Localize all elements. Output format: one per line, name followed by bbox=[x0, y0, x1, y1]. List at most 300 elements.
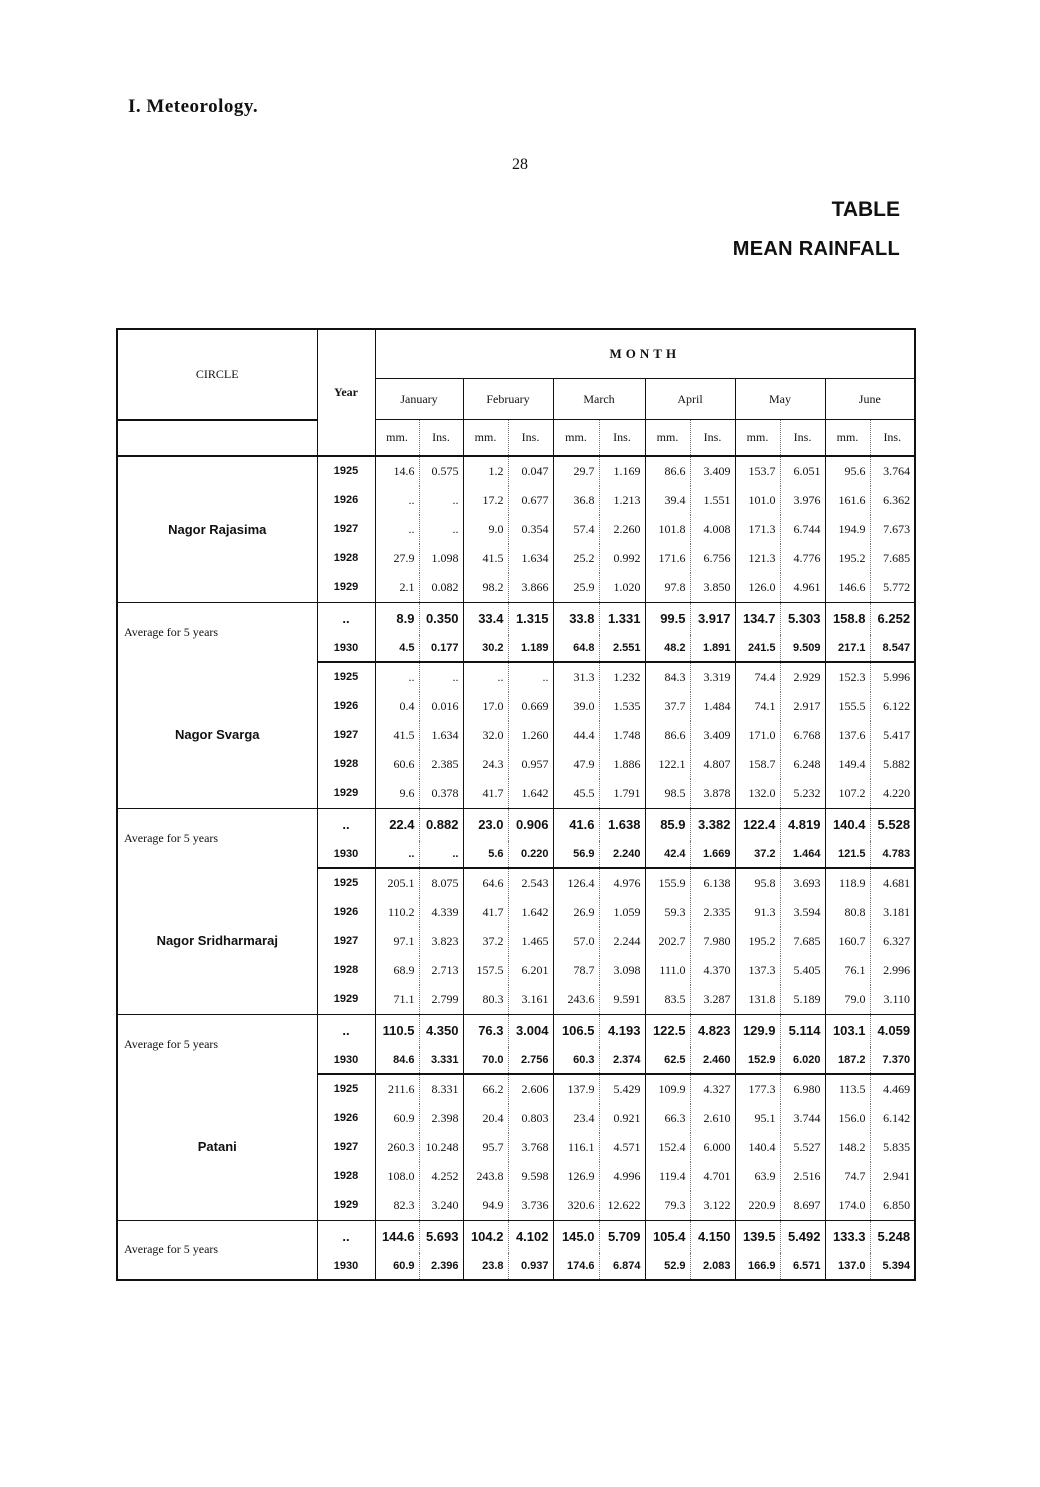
average-value: 6.252 bbox=[870, 602, 915, 635]
value-cell: 153.7 bbox=[735, 456, 780, 486]
value-cell: 71.1 bbox=[375, 985, 419, 1015]
value-cell: 126.0 bbox=[735, 573, 780, 603]
value-cell: 74.7 bbox=[825, 1162, 870, 1191]
value-cell: 101.0 bbox=[735, 486, 780, 515]
section-heading: I. Meteorology. bbox=[128, 96, 259, 117]
value-cell: 76.1 bbox=[825, 956, 870, 985]
year-cell: 1927 bbox=[317, 1133, 375, 1162]
average-value: 4.150 bbox=[690, 1220, 735, 1253]
average-label: Average for 5 years bbox=[117, 602, 317, 662]
value-cell: 23.4 bbox=[553, 1104, 599, 1133]
value-cell: 158.7 bbox=[735, 750, 780, 779]
current-value: 52.9 bbox=[645, 1253, 690, 1280]
value-cell: 7.685 bbox=[780, 927, 825, 956]
current-value: 60.9 bbox=[375, 1253, 419, 1280]
value-cell: 110.2 bbox=[375, 898, 419, 927]
current-value: 241.5 bbox=[735, 635, 780, 662]
value-cell: 1.535 bbox=[599, 692, 645, 721]
average-value: 5.114 bbox=[780, 1014, 825, 1047]
average-row bbox=[117, 1014, 915, 1047]
average-value: 122.4 bbox=[735, 808, 780, 841]
current-value: 56.9 bbox=[553, 841, 599, 868]
current-value: 187.2 bbox=[825, 1047, 870, 1074]
current-value: 2.374 bbox=[599, 1047, 645, 1074]
rainfall-table bbox=[116, 328, 916, 1281]
current-value: 1.669 bbox=[690, 841, 735, 868]
value-cell: 79.3 bbox=[645, 1191, 690, 1221]
current-value: 217.1 bbox=[825, 635, 870, 662]
average-value: 76.3 bbox=[463, 1014, 508, 1047]
average-value: 4.193 bbox=[599, 1014, 645, 1047]
value-cell: 2.799 bbox=[419, 985, 463, 1015]
value-cell: 0.669 bbox=[508, 692, 553, 721]
circle-header: CIRCLE bbox=[117, 329, 317, 420]
value-cell: 4.008 bbox=[690, 515, 735, 544]
average-value: 122.5 bbox=[645, 1014, 690, 1047]
average-value: 105.4 bbox=[645, 1220, 690, 1253]
value-cell: 220.9 bbox=[735, 1191, 780, 1221]
value-cell: 26.9 bbox=[553, 898, 599, 927]
value-cell: 2.1 bbox=[375, 573, 419, 603]
average-value: 0.350 bbox=[419, 602, 463, 635]
value-cell: 6.850 bbox=[883, 1197, 911, 1212]
value-cell: 6.768 bbox=[780, 721, 825, 750]
value-cell: 205.1 bbox=[375, 868, 419, 898]
average-value: 1.638 bbox=[599, 808, 645, 841]
average-value: 3.917 bbox=[690, 602, 735, 635]
current-value: 4.783 bbox=[870, 841, 915, 868]
value-cell: 243.8 bbox=[463, 1162, 508, 1191]
year-header: Year bbox=[317, 329, 375, 456]
average-value: 5.248 bbox=[870, 1220, 915, 1253]
current-value: 0.220 bbox=[508, 841, 553, 868]
value-cell: 95.8 bbox=[735, 868, 780, 898]
average-value: 110.5 bbox=[375, 1014, 419, 1047]
average-value: 4.819 bbox=[780, 808, 825, 841]
value-cell: 91.3 bbox=[735, 898, 780, 927]
value-cell: 1.642 bbox=[508, 898, 553, 927]
value-cell: 5.527 bbox=[780, 1133, 825, 1162]
value-cell: 155.9 bbox=[645, 868, 690, 898]
value-cell: 25.9 bbox=[553, 573, 599, 603]
value-cell: 4.961 bbox=[780, 573, 825, 603]
value-cell: 2.516 bbox=[780, 1162, 825, 1191]
value-cell: 6.051 bbox=[780, 456, 825, 486]
table-row bbox=[117, 1074, 915, 1104]
value-cell: 4.701 bbox=[690, 1162, 735, 1191]
value-cell: 0.992 bbox=[599, 544, 645, 573]
value-cell: 37.2 bbox=[463, 927, 508, 956]
value-cell: 194.9 bbox=[825, 515, 870, 544]
value-cell: 3.098 bbox=[599, 956, 645, 985]
average-value: 0.906 bbox=[508, 808, 553, 841]
unit-mm: mm. bbox=[463, 420, 508, 456]
unit-ins: Ins. bbox=[508, 420, 553, 456]
value-cell: 3.409 bbox=[690, 456, 735, 486]
value-cell: 74.1 bbox=[735, 692, 780, 721]
average-value: 103.1 bbox=[825, 1014, 870, 1047]
value-cell: 1.484 bbox=[690, 692, 735, 721]
value-cell: 7.685 bbox=[883, 550, 911, 565]
value-cell: 137.6 bbox=[825, 721, 870, 750]
value-cell: 66.2 bbox=[463, 1074, 508, 1104]
value-cell: 29.7 bbox=[553, 456, 599, 486]
current-value: 1.189 bbox=[508, 635, 553, 662]
value-cell: 41.7 bbox=[463, 779, 508, 809]
value-cell: 3.181 bbox=[883, 904, 911, 919]
value-cell: 0.803 bbox=[508, 1104, 553, 1133]
value-cell: 2.260 bbox=[599, 515, 645, 544]
value-cell: 2.996 bbox=[883, 962, 911, 977]
page-number: 28 bbox=[512, 156, 528, 173]
value-cell: 1.213 bbox=[599, 486, 645, 515]
value-cell: 131.8 bbox=[735, 985, 780, 1015]
current-value: 6.020 bbox=[780, 1047, 825, 1074]
current-value: 2.396 bbox=[419, 1253, 463, 1280]
value-cell: 6.744 bbox=[780, 515, 825, 544]
value-cell: 36.8 bbox=[553, 486, 599, 515]
value-cell: 68.9 bbox=[375, 956, 419, 985]
value-cell: 44.4 bbox=[553, 721, 599, 750]
current-value: 6.571 bbox=[780, 1253, 825, 1280]
value-cell: 320.6 bbox=[553, 1191, 599, 1221]
value-cell: 95.7 bbox=[463, 1133, 508, 1162]
value-cell: 4.976 bbox=[599, 868, 645, 898]
year-cell: 1928 bbox=[317, 544, 375, 573]
current-value: 137.0 bbox=[825, 1253, 870, 1280]
value-cell: 5.772 bbox=[883, 579, 911, 594]
value-cell: 146.6 bbox=[825, 573, 870, 603]
year-cell: 1929 bbox=[317, 1191, 375, 1221]
value-cell: 63.9 bbox=[735, 1162, 780, 1191]
value-cell: 45.5 bbox=[553, 779, 599, 809]
value-cell: 4.996 bbox=[599, 1162, 645, 1191]
value-cell: 1.634 bbox=[419, 721, 463, 750]
value-cell: 31.3 bbox=[553, 662, 599, 692]
average-value: 33.4 bbox=[463, 602, 508, 635]
value-cell: 107.2 bbox=[825, 779, 870, 809]
average-value: 99.5 bbox=[645, 602, 690, 635]
value-cell: 41.7 bbox=[463, 898, 508, 927]
value-cell: 140.4 bbox=[735, 1133, 780, 1162]
year-cell: 1928 bbox=[317, 750, 375, 779]
value-cell: 3.764 bbox=[883, 463, 911, 478]
value-cell: 116.1 bbox=[553, 1133, 599, 1162]
circle-header-spacer bbox=[117, 420, 317, 456]
value-cell: 3.768 bbox=[508, 1133, 553, 1162]
current-value: 166.9 bbox=[735, 1253, 780, 1280]
value-cell: 83.5 bbox=[645, 985, 690, 1015]
value-cell: 161.6 bbox=[825, 486, 870, 515]
average-value: 4.102 bbox=[508, 1220, 553, 1253]
month-name: June bbox=[825, 379, 915, 420]
current-value: 2.083 bbox=[690, 1253, 735, 1280]
value-cell: 6.248 bbox=[780, 750, 825, 779]
value-cell: 8.331 bbox=[419, 1074, 463, 1104]
year-cell: 1927 bbox=[317, 721, 375, 750]
value-cell: 119.4 bbox=[645, 1162, 690, 1191]
value-cell: 98.2 bbox=[463, 573, 508, 603]
average-label: Average for 5 years bbox=[117, 808, 317, 868]
unit-ins: Ins. bbox=[690, 420, 735, 456]
value-cell: 3.693 bbox=[780, 868, 825, 898]
value-cell: .. bbox=[375, 515, 419, 544]
value-cell: 6.000 bbox=[690, 1133, 735, 1162]
table-row bbox=[117, 662, 915, 692]
value-cell: 1.886 bbox=[599, 750, 645, 779]
value-cell: 39.4 bbox=[645, 486, 690, 515]
year-cell: 1929 bbox=[317, 985, 375, 1015]
value-cell: 6.756 bbox=[690, 544, 735, 573]
value-cell: 57.4 bbox=[553, 515, 599, 544]
current-value: 0.177 bbox=[419, 635, 463, 662]
value-cell: 10.248 bbox=[419, 1133, 463, 1162]
value-cell: .. bbox=[419, 486, 463, 515]
average-value: 145.0 bbox=[553, 1220, 599, 1253]
year-cell: 1927 bbox=[317, 515, 375, 544]
value-cell: 4.681 bbox=[883, 875, 911, 890]
year-cell: 1928 bbox=[317, 1162, 375, 1191]
month-name: March bbox=[553, 379, 645, 420]
value-cell: 3.736 bbox=[508, 1191, 553, 1221]
value-cell: 4.807 bbox=[690, 750, 735, 779]
average-value: 3.382 bbox=[690, 808, 735, 841]
average-value: 158.8 bbox=[825, 602, 870, 635]
value-cell: 5.232 bbox=[780, 779, 825, 809]
value-cell: 6.122 bbox=[883, 698, 911, 713]
average-year: .. bbox=[317, 1014, 375, 1047]
value-cell: 3.850 bbox=[690, 573, 735, 603]
value-cell: 4.220 bbox=[883, 785, 911, 800]
value-cell: 121.3 bbox=[735, 544, 780, 573]
month-name: February bbox=[463, 379, 553, 420]
value-cell: 2.244 bbox=[599, 927, 645, 956]
unit-mm: mm. bbox=[375, 420, 419, 456]
value-cell: 84.3 bbox=[645, 662, 690, 692]
value-cell: 1.169 bbox=[599, 456, 645, 486]
value-cell: 1.260 bbox=[508, 721, 553, 750]
unit-ins: Ins. bbox=[419, 420, 463, 456]
value-cell: 177.3 bbox=[735, 1074, 780, 1104]
value-cell: 39.0 bbox=[553, 692, 599, 721]
year-cell: 1926 bbox=[317, 898, 375, 927]
value-cell: 0.4 bbox=[375, 692, 419, 721]
value-cell: 97.8 bbox=[645, 573, 690, 603]
current-value: 4.5 bbox=[375, 635, 419, 662]
value-cell: 160.7 bbox=[825, 927, 870, 956]
unit-ins: Ins. bbox=[599, 420, 645, 456]
value-cell: .. bbox=[375, 486, 419, 515]
average-value: 41.6 bbox=[553, 808, 599, 841]
year-cell: 1925 bbox=[317, 456, 375, 486]
value-cell: .. bbox=[419, 662, 463, 692]
value-cell: .. bbox=[419, 515, 463, 544]
value-cell: 152.3 bbox=[825, 662, 870, 692]
month-name: January bbox=[375, 379, 463, 420]
value-cell: 0.575 bbox=[419, 456, 463, 486]
value-cell: 0.921 bbox=[599, 1104, 645, 1133]
average-value: 104.2 bbox=[463, 1220, 508, 1253]
average-value: 144.6 bbox=[375, 1220, 419, 1253]
value-cell: 64.6 bbox=[463, 868, 508, 898]
value-cell: 3.976 bbox=[780, 486, 825, 515]
value-cell: 0.677 bbox=[508, 486, 553, 515]
current-value: 7.370 bbox=[870, 1047, 915, 1074]
current-value: 121.5 bbox=[825, 841, 870, 868]
value-cell: 17.2 bbox=[463, 486, 508, 515]
current-value: 48.2 bbox=[645, 635, 690, 662]
value-cell: 5.189 bbox=[780, 985, 825, 1015]
value-cell: 118.9 bbox=[825, 868, 870, 898]
value-cell: 2.335 bbox=[690, 898, 735, 927]
value-cell: 137.9 bbox=[553, 1074, 599, 1104]
year-cell: 1925 bbox=[317, 662, 375, 692]
value-cell: 137.3 bbox=[735, 956, 780, 985]
value-cell: 86.6 bbox=[645, 456, 690, 486]
value-cell: 195.2 bbox=[735, 927, 780, 956]
value-cell: 7.673 bbox=[883, 521, 911, 536]
value-cell: 3.878 bbox=[690, 779, 735, 809]
current-year: 1930 bbox=[317, 841, 375, 868]
value-cell: 149.4 bbox=[825, 750, 870, 779]
value-cell: 82.3 bbox=[375, 1191, 419, 1221]
value-cell: 132.0 bbox=[735, 779, 780, 809]
current-value: 62.5 bbox=[645, 1047, 690, 1074]
value-cell: 111.0 bbox=[645, 956, 690, 985]
value-cell: 1.551 bbox=[690, 486, 735, 515]
value-cell: 2.610 bbox=[690, 1104, 735, 1133]
value-cell: 20.4 bbox=[463, 1104, 508, 1133]
year-cell: 1927 bbox=[317, 927, 375, 956]
year-cell: 1925 bbox=[317, 1074, 375, 1104]
year-cell: 1926 bbox=[317, 486, 375, 515]
current-value: 5.394 bbox=[870, 1253, 915, 1280]
value-cell: 3.744 bbox=[780, 1104, 825, 1133]
current-year: 1930 bbox=[317, 1253, 375, 1280]
average-value: 133.3 bbox=[825, 1220, 870, 1253]
value-cell: 27.9 bbox=[375, 544, 419, 573]
value-cell: 2.398 bbox=[419, 1104, 463, 1133]
value-cell: 59.3 bbox=[645, 898, 690, 927]
average-value: 5.528 bbox=[870, 808, 915, 841]
value-cell: 156.0 bbox=[825, 1104, 870, 1133]
value-cell: 126.9 bbox=[553, 1162, 599, 1191]
value-cell: 24.3 bbox=[463, 750, 508, 779]
value-cell: .. bbox=[375, 662, 419, 692]
value-cell: .. bbox=[463, 662, 508, 692]
year-cell: 1929 bbox=[317, 779, 375, 809]
current-year: 1930 bbox=[317, 1047, 375, 1074]
value-cell: 4.469 bbox=[883, 1081, 911, 1096]
current-value: 60.3 bbox=[553, 1047, 599, 1074]
value-cell: 0.082 bbox=[419, 573, 463, 603]
average-value: 5.492 bbox=[780, 1220, 825, 1253]
value-cell: 174.0 bbox=[825, 1191, 870, 1221]
average-year: .. bbox=[317, 808, 375, 841]
current-value: .. bbox=[419, 841, 463, 868]
value-cell: 108.0 bbox=[375, 1162, 419, 1191]
value-cell: 2.713 bbox=[419, 956, 463, 985]
value-cell: 8.075 bbox=[419, 868, 463, 898]
unit-mm: mm. bbox=[645, 420, 690, 456]
value-cell: 5.996 bbox=[883, 669, 911, 684]
value-cell: 0.047 bbox=[508, 456, 553, 486]
value-cell: 101.8 bbox=[645, 515, 690, 544]
current-year: 1930 bbox=[317, 635, 375, 662]
table-row bbox=[117, 456, 915, 486]
unit-mm: mm. bbox=[735, 420, 780, 456]
average-value: 8.9 bbox=[375, 602, 419, 635]
average-row bbox=[117, 602, 915, 635]
value-cell: 1.232 bbox=[599, 662, 645, 692]
value-cell: 3.287 bbox=[690, 985, 735, 1015]
value-cell: 260.3 bbox=[375, 1133, 419, 1162]
value-cell: 171.3 bbox=[735, 515, 780, 544]
current-value: 6.874 bbox=[599, 1253, 645, 1280]
value-cell: 157.5 bbox=[463, 956, 508, 985]
value-cell: 98.5 bbox=[645, 779, 690, 809]
value-cell: 6.201 bbox=[508, 956, 553, 985]
current-value: 84.6 bbox=[375, 1047, 419, 1074]
current-value: 2.240 bbox=[599, 841, 645, 868]
value-cell: 95.1 bbox=[735, 1104, 780, 1133]
month-name: April bbox=[645, 379, 735, 420]
current-value: 37.2 bbox=[735, 841, 780, 868]
value-cell: 3.319 bbox=[690, 662, 735, 692]
value-cell: 3.409 bbox=[690, 721, 735, 750]
value-cell: 32.0 bbox=[463, 721, 508, 750]
value-cell: 9.591 bbox=[599, 985, 645, 1015]
value-cell: 4.370 bbox=[690, 956, 735, 985]
value-cell: 57.0 bbox=[553, 927, 599, 956]
value-cell: 2.606 bbox=[508, 1074, 553, 1104]
value-cell: 3.240 bbox=[419, 1191, 463, 1221]
value-cell: 41.5 bbox=[463, 544, 508, 573]
average-row bbox=[117, 1220, 915, 1253]
value-cell: 195.2 bbox=[825, 544, 870, 573]
average-value: 1.315 bbox=[508, 602, 553, 635]
average-value: 106.5 bbox=[553, 1014, 599, 1047]
current-value: 3.331 bbox=[419, 1047, 463, 1074]
average-value: 23.0 bbox=[463, 808, 508, 841]
current-value: .. bbox=[375, 841, 419, 868]
value-cell: 202.7 bbox=[645, 927, 690, 956]
value-cell: 4.252 bbox=[419, 1162, 463, 1191]
value-cell: 4.327 bbox=[690, 1074, 735, 1104]
value-cell: 86.6 bbox=[645, 721, 690, 750]
current-value: 2.756 bbox=[508, 1047, 553, 1074]
current-value: 0.937 bbox=[508, 1253, 553, 1280]
value-cell: 12.622 bbox=[599, 1191, 645, 1221]
month-header: MONTH bbox=[375, 329, 915, 379]
value-cell: 80.3 bbox=[463, 985, 508, 1015]
circle-name: Nagor Svarga bbox=[117, 662, 317, 809]
average-value: 4.059 bbox=[870, 1014, 915, 1047]
value-cell: 3.866 bbox=[508, 573, 553, 603]
value-cell: 6.362 bbox=[883, 492, 911, 507]
value-cell: 1.2 bbox=[463, 456, 508, 486]
circle-name: Nagor Rajasima bbox=[117, 456, 317, 603]
average-row bbox=[117, 808, 915, 841]
current-value: 152.9 bbox=[735, 1047, 780, 1074]
value-cell: 109.9 bbox=[645, 1074, 690, 1104]
average-label: Average for 5 years bbox=[117, 1014, 317, 1074]
value-cell: .. bbox=[508, 662, 553, 692]
value-cell: 2.941 bbox=[883, 1168, 911, 1183]
current-value: 2.460 bbox=[690, 1047, 735, 1074]
value-cell: 97.1 bbox=[375, 927, 419, 956]
value-cell: 1.020 bbox=[599, 573, 645, 603]
